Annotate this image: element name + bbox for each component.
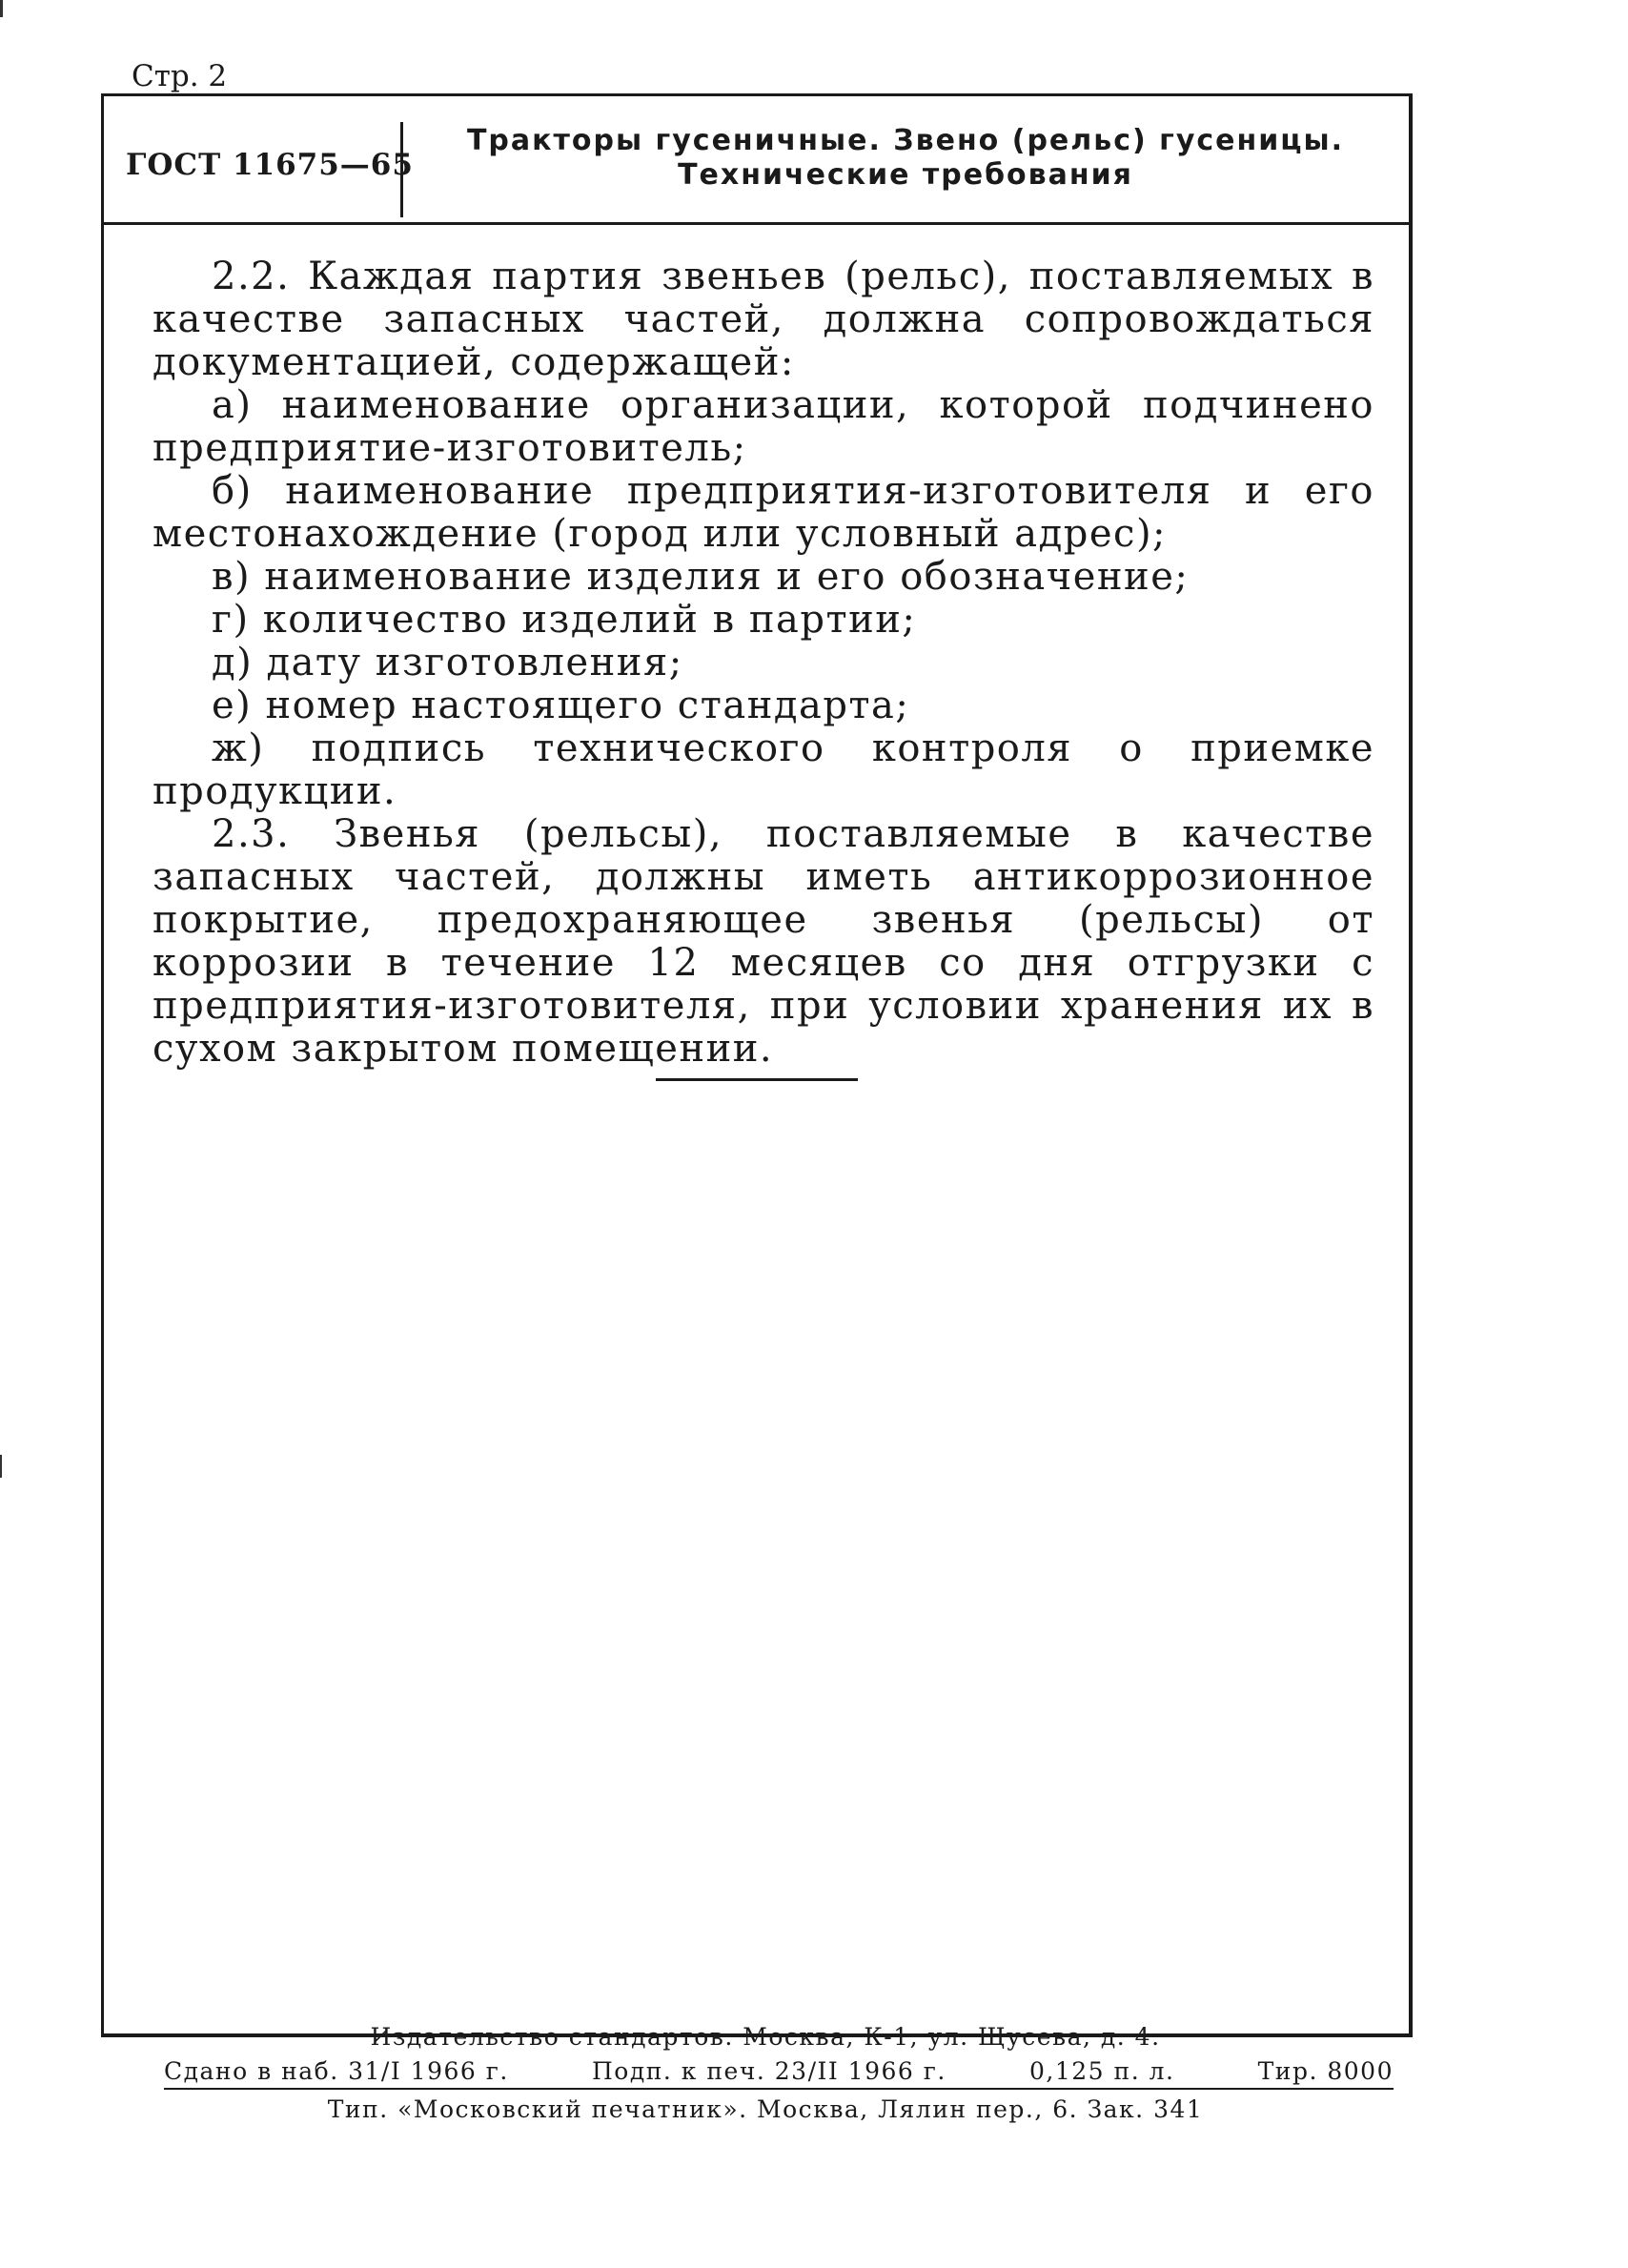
list-item-v: в) наименование изделия и его обозначение; (212, 555, 1190, 599)
list-item-d: д) дату изготовления; (212, 641, 683, 684)
publisher-imprint: Издательство стандартов. Москва, К-1, ул. Щусева, д. 4. (370, 2023, 1161, 2051)
list-item-a: а) наименование организации, которой подчинено предприятие-изготовитель; (153, 383, 1374, 470)
printer-imprint: Тип. «Московский печатник». Москва, Лялин пер., 6. Зак. 341 (327, 2095, 1204, 2123)
list-item-zh: ж) подпись технического контроля о приемке продукции. (153, 726, 1374, 813)
standard-code: ГОСТ 11675—65 (126, 148, 414, 182)
print-run: Тир. 8000 (1257, 2057, 1394, 2085)
scan-edge-mark-top (0, 0, 3, 17)
frame-left-border (101, 93, 104, 2035)
print-details (164, 2057, 1394, 2085)
imprint-rule (164, 2088, 1394, 2090)
list-item-e: е) номер настоящего стандарта; (212, 684, 910, 727)
paragraph-2-3: 2.3. Звенья (рельсы), поставляемые в качестве запасных частей, должны иметь антикоррозионное покрытие, предохраняющее звенья (рельсы) от коррозии в течение 12 месяцев со дня отгрузки с предприятия-изготовителя, при условии хранения их в сухом закрытом помещении. (153, 812, 1374, 1071)
document-title-line-2: Технические требования (678, 158, 1133, 192)
submitted-date: Сдано в наб. 31/I 1966 г. (164, 2057, 509, 2085)
list-item-g: г) количество изделий в партии; (212, 598, 917, 642)
document-title-line-1: Тракторы гусеничные. Звено (рельс) гусеницы. (466, 124, 1345, 157)
scan-edge-mark-middle (0, 1455, 2, 1478)
printed-sheets: 0,125 п. л. (1029, 2057, 1175, 2085)
end-of-text-rule (656, 1078, 858, 1081)
paragraph-2-2: 2.2. Каждая партия звеньев (рельс), поставляемых в качестве запасных частей, должна сопровождаться документацией, содержащей: (153, 255, 1374, 384)
frame-top-border (101, 93, 1412, 96)
signed-date: Подп. к печ. 23/II 1966 г. (592, 2057, 946, 2085)
frame-right-border (1409, 93, 1413, 2035)
header-separator (101, 222, 1409, 225)
document-body (153, 255, 1374, 1071)
list-item-b: б) наименование предприятия-изготовителя и его местонахождение (город или условный адрес); (153, 469, 1374, 556)
page-number: Стр. 2 (132, 59, 228, 93)
